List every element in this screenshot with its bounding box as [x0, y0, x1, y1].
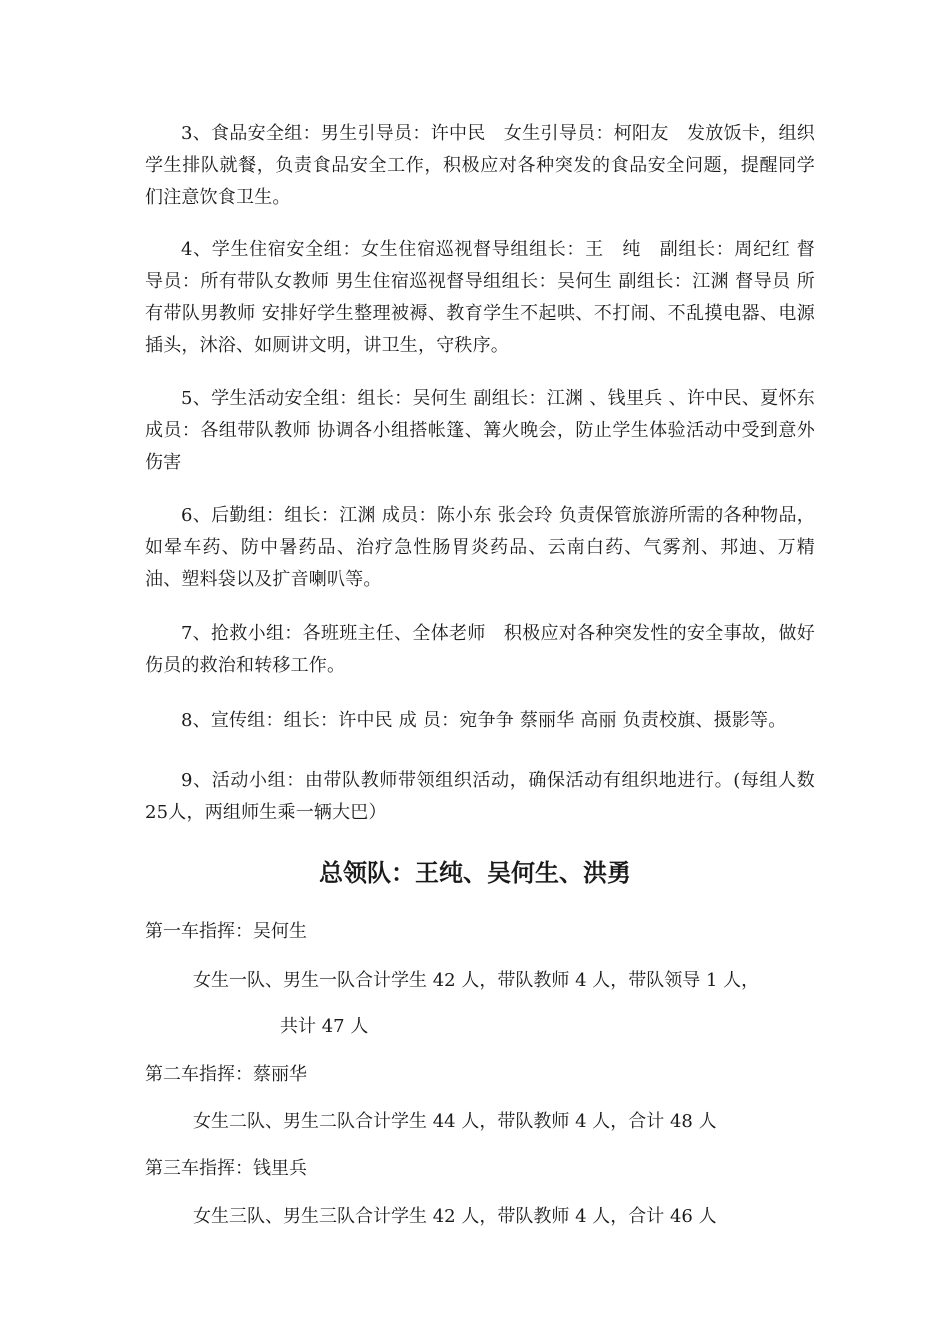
- section-heading-chief-leaders: 总领队：王纯、吴何生、洪勇: [319, 858, 631, 887]
- paragraph-food-safety-group: 3、食品安全组：男生引导员：许中民 女生引导员：柯阳友 发放饭卡，组织学生排队就餐，负责食品安全工作，积极应对各种突发的食品安全问题，提醒同学们注意饮食卫生。: [145, 123, 815, 208]
- vehicle-1-detail: 女生一队、男生一队合计学生 42 人，带队教师 4 人，带队领导 1 人，: [193, 970, 760, 991]
- vehicle-2-detail: 女生二队、男生二队合计学生 44 人，带队教师 4 人，合计 48 人: [193, 1111, 717, 1132]
- paragraph-dormitory-safety-group: 4、学生住宿安全组：女生住宿巡视督导组组长：王 纯 副组长：周纪红 督导员：所有带队女教师 男生住宿巡视督导组组长：吴何生 副组长：江渊 督导员 所有带队男教师 安排好学生整理被褥、教育学生不起哄、不打闹、不乱摸电器、电源插头，沐浴、如厕讲文明，讲卫生，守秩序。: [145, 239, 815, 356]
- paragraph-logistics-group: 6、后勤组：组长：江渊 成员：陈小东 张会玲 负责保管旅游所需的各种物品，如晕车药、防中暑药品、治疗急性肠胃炎药品、云南白药、气雾剂、邦迪、万精油、塑料袋以及扩音喇叭等。: [145, 505, 815, 590]
- paragraph-publicity-group: 8、宣传组：组长：许中民 成 员：宛争争 蔡丽华 高丽 负责校旗、摄影等。: [181, 710, 787, 731]
- paragraph-activity-safety-group: 5、学生活动安全组：组长：吴何生 副组长：江渊 、钱里兵 、许中民、夏怀东 成员：各组带队教师 协调各小组搭帐篷、篝火晚会，防止学生体验活动中受到意外伤害: [145, 388, 815, 473]
- paragraph-activity-group: 9、活动小组：由带队教师带领组织活动，确保活动有组织地进行。(每组人数25人，两组师生乘一辆大巴）: [145, 770, 815, 823]
- vehicle-3-detail: 女生三队、男生三队合计学生 42 人，带队教师 4 人，合计 46 人: [193, 1206, 717, 1227]
- paragraph-rescue-group: 7、抢救小组：各班班主任、全体老师 积极应对各种突发性的安全事故，做好伤员的救治和转移工作。: [145, 623, 815, 676]
- vehicle-1-total: 共计 47 人: [280, 1016, 369, 1037]
- vehicle-1-commander: 第一车指挥：吴何生: [145, 921, 307, 942]
- vehicle-2-commander: 第二车指挥：蔡丽华: [145, 1064, 307, 1085]
- vehicle-3-commander: 第三车指挥：钱里兵: [145, 1158, 307, 1179]
